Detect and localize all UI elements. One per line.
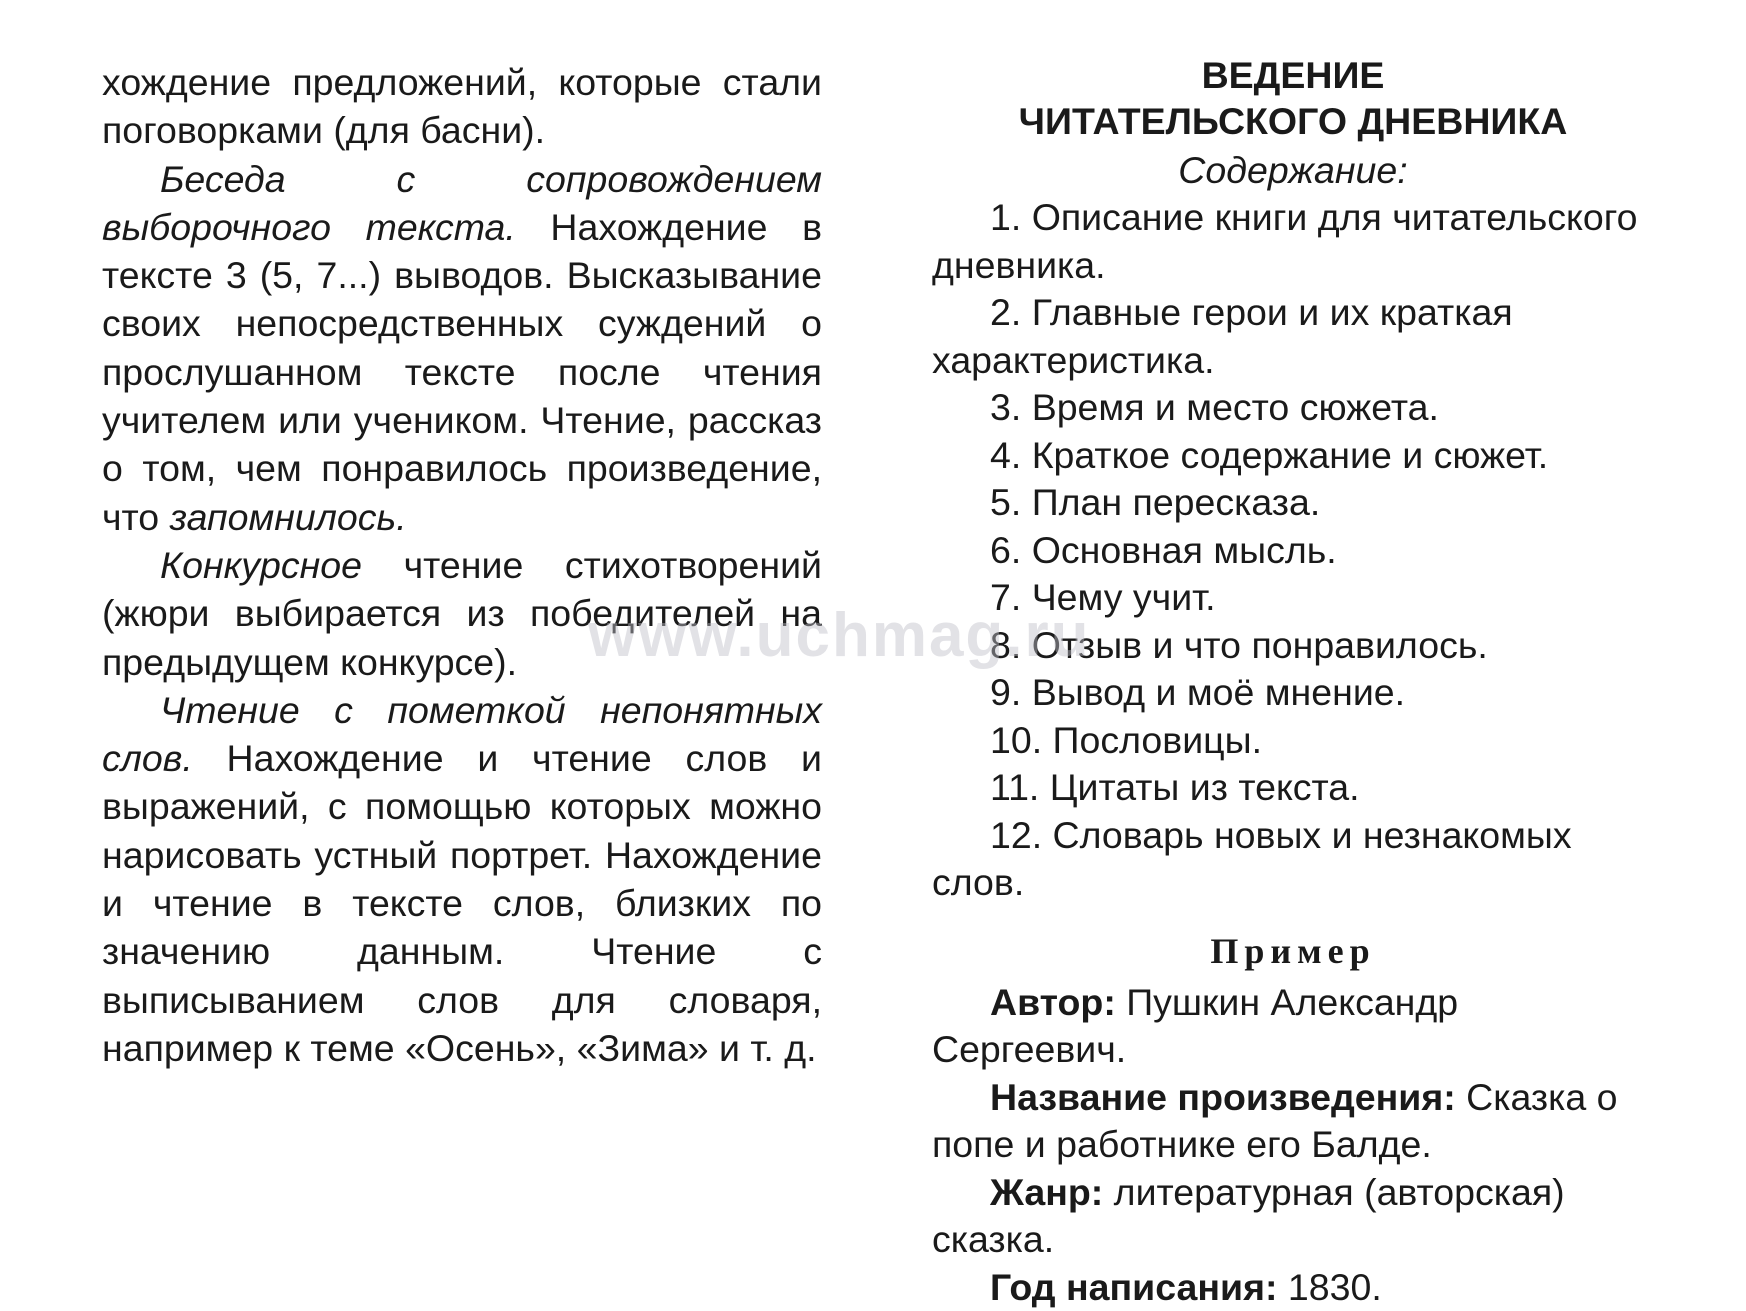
work-line [932,1074,1654,1169]
watermark: www.uchmag.ru [588,600,1091,671]
list-item: 4. Краткое содержание и сюжет. [932,432,1654,480]
left-column [102,58,822,1072]
paragraph-3-italic: Конкурсное [160,544,362,586]
paragraph-3-text: чтение стихотворений (жюри выбирается из победителей на предыдущем конкурсе). [102,544,822,683]
paragraph-4 [102,686,822,1072]
paragraph-2 [102,155,822,541]
author-label: Автор: [990,981,1116,1023]
list-item: 1. Описание книги для читательского дневника. [932,194,1654,289]
example-heading: Пример [932,927,1654,975]
list-item: 11. Цитаты из текста. [932,764,1654,812]
right-column [932,52,1654,1311]
paragraph-4-italic: Чтение с пометкой непонятных слов. [102,689,822,779]
example-info [932,979,1654,1311]
paragraph-2-italic: Беседа с сопровождением выборочного текста. [102,158,822,248]
paragraph-1: хождение предложений, которые стали поговорками (для басни). [102,58,822,155]
section-title-line-1: ВЕДЕНИЕ [932,52,1654,98]
list-item: 2. Главные герои и их краткая характеристика. [932,289,1654,384]
paragraph-2-text: Нахождение в тексте 3 (5, 7...) выводов. Высказывание своих непосредственных суждений о прослушанном тексте после чтения учителем или учеником. Чтение, рассказ о том, чем понравилось произведение, что [102,206,822,538]
list-item: 10. Пословицы. [932,717,1654,765]
year-line [932,1264,1654,1311]
list-item: 12. Словарь новых и незнакомых слов. [932,812,1654,907]
paragraph-2-italic-end: запомнилось. [170,496,407,538]
section-title-line-2: ЧИТАТЕЛЬСКОГО ДНЕВНИКА [932,98,1654,144]
list-item: 7. Чему учит. [932,574,1654,622]
list-item: 5. План пересказа. [932,479,1654,527]
paragraph-3 [102,541,822,686]
work-value: Сказка о попе и работнике его Балде. [932,1076,1617,1166]
year-value: 1830. [1277,1266,1381,1308]
author-value: Пушкин Александр Сергеевич. [932,981,1458,1071]
genre-label: Жанр: [990,1171,1103,1213]
contents-list [932,194,1654,907]
author-line [932,979,1654,1074]
contents-subtitle: Содержание: [932,146,1654,194]
paragraph-4-text: Нахождение и чтение слов и выражений, с помощью которых можно нарисовать устный портрет. Нахождение и чтение в тексте слов, близких по значению данным. Чтение с выписыванием слов для словаря, например к теме «Осень», «Зима» и т. д. [102,737,822,1069]
list-item: 3. Время и место сюжета. [932,384,1654,432]
list-item: 8. Отзыв и что понравилось. [932,622,1654,670]
genre-line [932,1169,1654,1264]
work-label: Название произведения: [990,1076,1456,1118]
genre-value: литературная (авторская) сказка. [932,1171,1565,1261]
list-item: 9. Вывод и моё мнение. [932,669,1654,717]
year-label: Год написания: [990,1266,1277,1308]
list-item: 6. Основная мысль. [932,527,1654,575]
